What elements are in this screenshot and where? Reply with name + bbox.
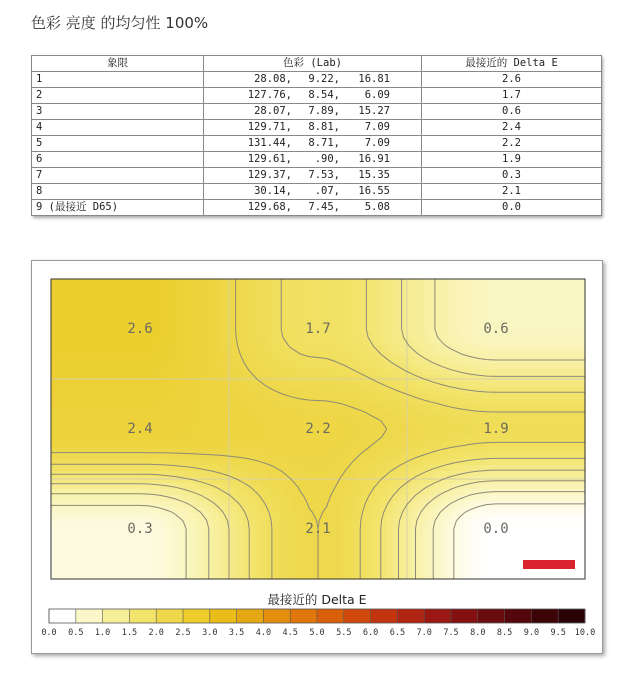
legend-swatch — [317, 609, 344, 623]
legend-swatch — [344, 609, 371, 623]
chart-title: 最接近的 Delta E — [267, 592, 367, 607]
table-row — [32, 168, 602, 184]
lab-b: 6.09 — [364, 89, 390, 101]
cell-quadrant: 1 — [32, 72, 204, 88]
cell-delta-e: 2.2 — [422, 136, 602, 152]
quadrant-value-label: 2.4 — [127, 421, 153, 437]
legend-swatch — [505, 609, 532, 623]
legend-tick-label: 8.0 — [470, 628, 486, 638]
lab-l: 28.07, — [254, 105, 292, 117]
table-row — [32, 136, 602, 152]
lab-b: 15.35 — [358, 169, 390, 181]
lab-table-container — [31, 55, 601, 216]
cell-quadrant: 9 (最接近 D65) — [32, 200, 204, 216]
lab-a: 7.89, — [308, 105, 340, 117]
legend-tick-label: 0.5 — [68, 628, 84, 638]
lab-a: 8.54, — [308, 89, 340, 101]
legend-swatch — [210, 609, 237, 623]
legend-tick-label: 3.0 — [202, 628, 218, 638]
header-lab: 色彩 (Lab) — [204, 56, 422, 72]
lab-b: 15.27 — [358, 105, 390, 117]
quadrant-value-label: 2.2 — [305, 421, 331, 437]
legend-swatch — [263, 609, 290, 623]
legend-tick-label: 10.0 — [574, 628, 596, 638]
quadrant-value-label: 1.9 — [483, 421, 509, 437]
table-row — [32, 120, 602, 136]
quadrant-value-label: 2.1 — [305, 521, 331, 537]
cell-lab — [204, 200, 422, 216]
lab-l: 129.71, — [247, 121, 292, 133]
legend-swatch — [451, 609, 478, 623]
lab-b: 5.08 — [364, 201, 390, 213]
legend-swatch — [531, 609, 558, 623]
lab-b: 16.55 — [358, 185, 390, 197]
reference-marker — [523, 560, 575, 569]
cell-quadrant: 7 — [32, 168, 204, 184]
lab-a: 7.53, — [308, 169, 340, 181]
legend-swatch — [103, 609, 130, 623]
legend-tick-label: 9.0 — [523, 628, 540, 638]
lab-b: 16.91 — [358, 153, 390, 165]
lab-l: 131.44, — [247, 137, 292, 149]
quadrant-value-label: 0.0 — [483, 521, 509, 537]
table-row — [32, 88, 602, 104]
cell-quadrant: 4 — [32, 120, 204, 136]
legend-tick-label: 4.5 — [282, 628, 298, 638]
cell-quadrant: 2 — [32, 88, 204, 104]
legend-tick-label: 8.5 — [496, 628, 513, 638]
lab-l: 30.14, — [254, 185, 292, 197]
legend-tick-label: 0.0 — [41, 628, 57, 638]
table-row — [32, 200, 602, 216]
quadrant-value-label: 1.7 — [305, 321, 331, 337]
lab-a: 8.81, — [308, 121, 340, 133]
lab-a: .90, — [314, 153, 340, 165]
legend-tick-label: 6.0 — [362, 628, 379, 638]
table-row — [32, 104, 602, 120]
lab-a: 7.45, — [308, 201, 340, 213]
cell-lab — [204, 104, 422, 120]
lab-l: 129.61, — [247, 153, 292, 165]
cell-delta-e: 0.6 — [422, 104, 602, 120]
lab-l: 28.08, — [254, 73, 292, 85]
legend-tick-label: 1.0 — [94, 628, 111, 638]
cell-quadrant: 6 — [32, 152, 204, 168]
table-header-row — [32, 56, 602, 72]
legend-swatch — [237, 609, 264, 623]
legend-tick-label: 7.5 — [443, 628, 459, 638]
legend-tick-label: 5.5 — [336, 628, 352, 638]
cell-delta-e: 2.1 — [422, 184, 602, 200]
legend-tick-label: 7.0 — [416, 628, 432, 638]
legend-tick-label: 5.0 — [309, 628, 325, 638]
legend-tick-label: 2.0 — [148, 628, 164, 638]
lab-a: .07, — [314, 185, 340, 197]
cell-lab — [204, 88, 422, 104]
table-row — [32, 72, 602, 88]
cell-quadrant: 3 — [32, 104, 204, 120]
cell-delta-e: 2.6 — [422, 72, 602, 88]
header-delta-e: 最接近的 Delta E — [422, 56, 602, 72]
header-quadrant: 象限 — [32, 56, 204, 72]
cell-quadrant: 8 — [32, 184, 204, 200]
lab-l: 127.76, — [247, 89, 292, 101]
cell-delta-e: 2.4 — [422, 120, 602, 136]
cell-quadrant: 5 — [32, 136, 204, 152]
cell-lab — [204, 72, 422, 88]
legend-swatch — [371, 609, 398, 623]
legend-tick-label: 6.5 — [389, 628, 406, 638]
legend-swatch — [76, 609, 103, 623]
table-row — [32, 184, 602, 200]
legend-swatch — [397, 609, 424, 623]
cell-delta-e: 1.9 — [422, 152, 602, 168]
lab-l: 129.37, — [247, 169, 292, 181]
legend-tick-label: 9.5 — [550, 628, 566, 638]
table-row — [32, 152, 602, 168]
lab-b: 16.81 — [358, 73, 390, 85]
legend-swatch — [156, 609, 183, 623]
lab-b: 7.09 — [364, 137, 390, 149]
quadrant-value-label: 0.3 — [127, 521, 153, 537]
cell-lab — [204, 168, 422, 184]
legend-swatch — [558, 609, 585, 623]
cell-lab — [204, 120, 422, 136]
cell-lab — [204, 152, 422, 168]
chart-frame — [31, 260, 603, 654]
lab-a: 9.22, — [308, 73, 340, 85]
cell-delta-e: 1.7 — [422, 88, 602, 104]
quadrant-value-label: 0.6 — [483, 321, 509, 337]
color-legend — [41, 609, 595, 638]
lab-b: 7.09 — [364, 121, 390, 133]
legend-swatch — [478, 609, 505, 623]
legend-swatch — [129, 609, 156, 623]
cell-lab — [204, 184, 422, 200]
legend-swatch — [424, 609, 451, 623]
cell-delta-e: 0.3 — [422, 168, 602, 184]
quadrant-value-label: 2.6 — [127, 321, 153, 337]
cell-delta-e: 0.0 — [422, 200, 602, 216]
page-title: 色彩 亮度 的均匀性 100% — [31, 14, 209, 32]
legend-tick-label: 2.5 — [175, 628, 191, 638]
lab-a: 8.71, — [308, 137, 340, 149]
legend-tick-label: 1.5 — [121, 628, 138, 638]
legend-swatch — [49, 609, 76, 623]
lab-table — [31, 55, 602, 216]
legend-tick-label: 4.0 — [255, 628, 272, 638]
legend-swatch — [183, 609, 210, 623]
legend-swatch — [290, 609, 317, 623]
lab-l: 129.68, — [247, 201, 292, 213]
uniformity-chart — [32, 261, 602, 653]
cell-lab — [204, 136, 422, 152]
legend-tick-label: 3.5 — [228, 628, 245, 638]
